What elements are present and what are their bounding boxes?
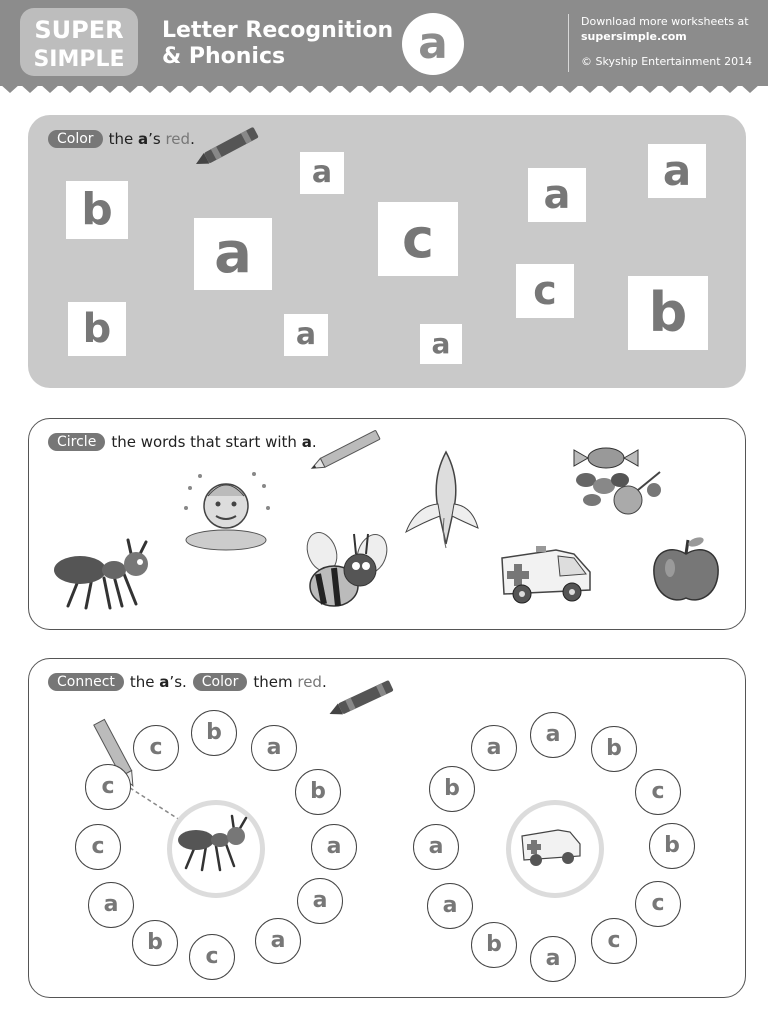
allergy-icon[interactable] xyxy=(180,468,274,552)
color-pill: Color xyxy=(193,673,248,691)
ambulance-icon[interactable] xyxy=(496,538,596,606)
letter-bubble[interactable]: b xyxy=(429,766,475,812)
letter-bubble[interactable]: b xyxy=(295,769,341,815)
letter-bubble[interactable]: a xyxy=(311,824,357,870)
circle-pill: Circle xyxy=(48,433,105,451)
letter-square[interactable]: b xyxy=(68,302,126,356)
header xyxy=(0,0,768,86)
letter-square[interactable]: b xyxy=(66,181,128,239)
section1-instruction: Color the a’s red. xyxy=(48,130,195,148)
candy-icon[interactable] xyxy=(562,438,666,518)
letter-square[interactable]: b xyxy=(628,276,708,350)
site-link[interactable]: supersimple.com xyxy=(581,30,687,43)
section3-instruction: Connect the a’s. Color them red. xyxy=(48,673,327,691)
copyright: © Skyship Entertainment 2014 xyxy=(581,55,753,68)
letter-bubble[interactable]: c xyxy=(591,918,637,964)
letter-bubble[interactable]: b xyxy=(191,710,237,756)
letter-square[interactable]: a xyxy=(300,152,344,194)
letter-bubble[interactable]: c xyxy=(85,764,131,810)
letter-bubble[interactable]: a xyxy=(427,883,473,929)
letter-square[interactable]: a xyxy=(194,218,272,290)
letter-bubble[interactable]: a xyxy=(530,712,576,758)
letter-square[interactable]: a xyxy=(284,314,328,356)
logo-line1: SUPER xyxy=(34,16,124,44)
letter-bubble[interactable]: c xyxy=(635,881,681,927)
bee-icon[interactable] xyxy=(294,530,392,620)
ant-icon xyxy=(176,814,250,876)
letter-bubble[interactable]: a xyxy=(297,878,343,924)
header-zigzag-edge xyxy=(0,84,768,94)
letter-bubble[interactable]: a xyxy=(530,936,576,982)
letter-square[interactable]: a xyxy=(528,168,586,222)
letter-bubble[interactable]: a xyxy=(255,918,301,964)
letter-square[interactable]: a xyxy=(420,324,462,364)
connect-pill: Connect xyxy=(48,673,124,691)
letter-bubble[interactable]: b xyxy=(649,823,695,869)
letter-bubble[interactable]: a xyxy=(251,725,297,771)
letter-bubble[interactable]: b xyxy=(471,922,517,968)
apple-icon[interactable] xyxy=(650,536,722,606)
banana-icon[interactable] xyxy=(402,448,480,552)
letter-bubble[interactable]: c xyxy=(75,824,121,870)
color-pill: Color xyxy=(48,130,103,148)
logo-line2: SIMPLE xyxy=(33,47,125,72)
letter-bubble[interactable]: c xyxy=(189,934,235,980)
letter-bubble[interactable]: a xyxy=(413,824,459,870)
letter-bubble[interactable]: a xyxy=(471,725,517,771)
letter-bubble[interactable]: b xyxy=(132,920,178,966)
target-letter-badge: a xyxy=(402,13,464,75)
letter-square[interactable]: c xyxy=(516,264,574,318)
letter-bubble[interactable]: c xyxy=(635,769,681,815)
pencil-icon xyxy=(306,428,390,474)
title-line1: Letter Recognition xyxy=(162,18,394,43)
letter-bubble[interactable]: a xyxy=(88,882,134,928)
letter-bubble[interactable]: b xyxy=(591,726,637,772)
letter-square[interactable]: c xyxy=(378,202,458,276)
super-simple-logo xyxy=(20,8,138,76)
ant-icon[interactable] xyxy=(52,536,154,614)
header-info xyxy=(568,14,752,72)
crayon-icon xyxy=(190,124,270,170)
download-text: Download more worksheets at xyxy=(581,15,749,28)
title-line2: & Phonics xyxy=(162,44,286,69)
letter-bubble[interactable]: c xyxy=(133,725,179,771)
section2-instruction: Circle the words that start with a. xyxy=(48,433,317,451)
worksheet-title xyxy=(162,18,393,70)
crayon-icon xyxy=(324,674,404,722)
letter-square[interactable]: a xyxy=(648,144,706,198)
ambulance-icon xyxy=(518,822,584,868)
